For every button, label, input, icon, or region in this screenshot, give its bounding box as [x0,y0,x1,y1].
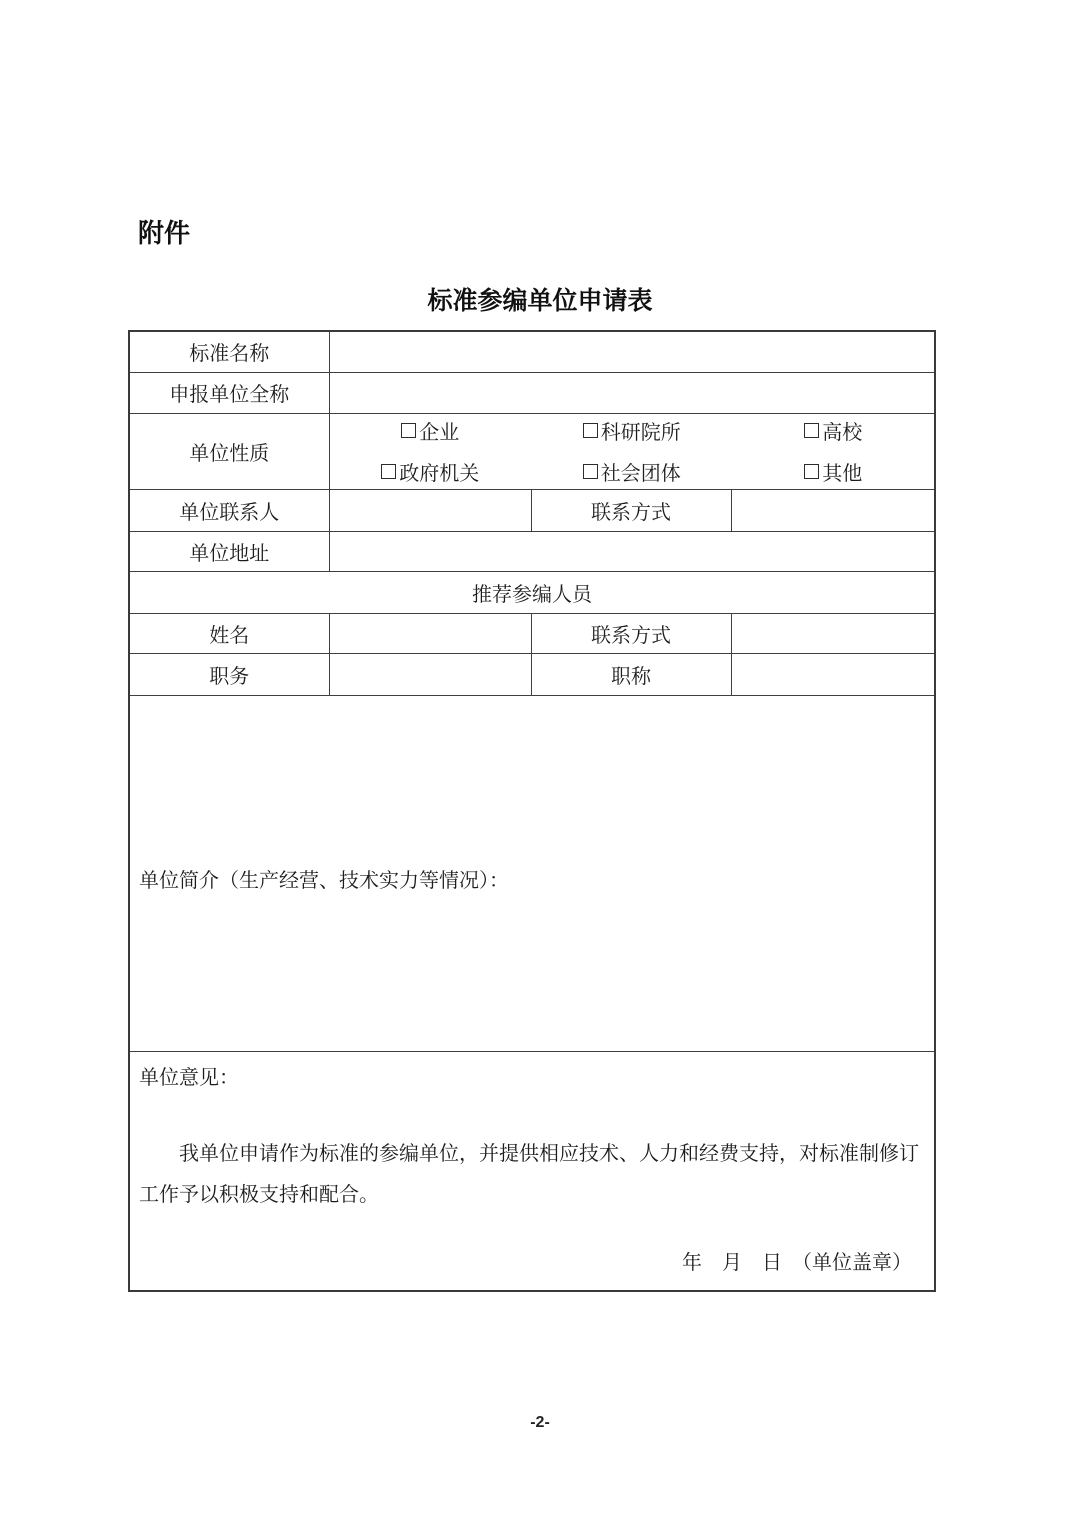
unit-profile-label: 单位简介（生产经营、技术实力等情况）： [139,869,509,892]
checkbox-icon [804,423,819,438]
checkbox-option-social-organization[interactable] [583,457,681,486]
form-title: 标准参编单位申请表 [427,286,653,315]
page-number: -2- [530,1414,550,1431]
checkbox-icon [583,423,598,438]
standard-name-label: 标准名称 [129,331,329,372]
standard-name-input[interactable] [329,331,935,372]
person-position-label: 职务 [129,653,329,695]
checkbox-label: 政府机关 [399,463,480,485]
unit-contact-method-input[interactable] [731,489,935,531]
table-row [129,372,935,413]
table-row [129,653,935,695]
checkbox-option-research-institute[interactable] [583,416,681,445]
checkbox-icon [583,464,598,479]
recommended-personnel-header: 推荐参编人员 [129,571,935,613]
unit-address-label: 单位地址 [129,531,329,571]
attachment-label: 附件 [138,219,191,249]
checkbox-label: 高校 [822,422,863,444]
unit-opinion-cell [129,1051,935,1291]
unit-opinion-content [130,1052,934,1290]
table-row [129,571,935,613]
checkbox-option-university[interactable] [804,416,862,445]
table-row [129,531,935,571]
checkbox-icon [401,423,416,438]
table-row [129,613,935,653]
table-row [129,1051,935,1291]
table-row [129,695,935,1051]
unit-opinion-label: 单位意见： [139,1066,239,1089]
checkbox-label: 其他 [822,463,863,485]
checkbox-icon [804,464,819,479]
person-contact-method-label: 联系方式 [531,613,731,653]
checkbox-label: 科研院所 [600,422,681,444]
checkbox-label: 社会团体 [600,463,681,485]
checkbox-option-government[interactable] [381,457,479,486]
person-name-label: 姓名 [129,613,329,653]
table-row [129,413,935,489]
unit-nature-options-cell [329,413,935,489]
table-row [129,331,935,372]
unit-full-name-label: 申报单位全称 [129,372,329,413]
person-title-input[interactable] [731,653,935,695]
unit-contact-method-label: 联系方式 [531,489,731,531]
unit-contact-input[interactable] [329,489,531,531]
checkbox-icon [381,464,396,479]
unit-address-input[interactable] [329,531,935,571]
person-title-label: 职称 [531,653,731,695]
unit-profile-cell[interactable] [129,695,935,1051]
table-row [129,489,935,531]
checkbox-option-enterprise[interactable] [401,416,459,445]
person-position-input[interactable] [329,653,531,695]
application-form-table [128,330,936,1292]
unit-opinion-statement: 我单位申请作为标准的参编单位，并提供相应技术、人力和经费支持，对标准制修订工作予以积极支持和配合。 [139,1142,919,1206]
person-name-input[interactable] [329,613,531,653]
checkbox-option-other[interactable] [804,457,862,486]
unit-nature-options [330,414,935,489]
unit-nature-label: 单位性质 [129,413,329,489]
person-contact-method-input[interactable] [731,613,935,653]
date-seal-line: 年 月 日 （单位盖章） [682,1251,912,1274]
checkbox-label: 企业 [419,422,460,444]
unit-contact-label: 单位联系人 [129,489,329,531]
unit-full-name-input[interactable] [329,372,935,413]
